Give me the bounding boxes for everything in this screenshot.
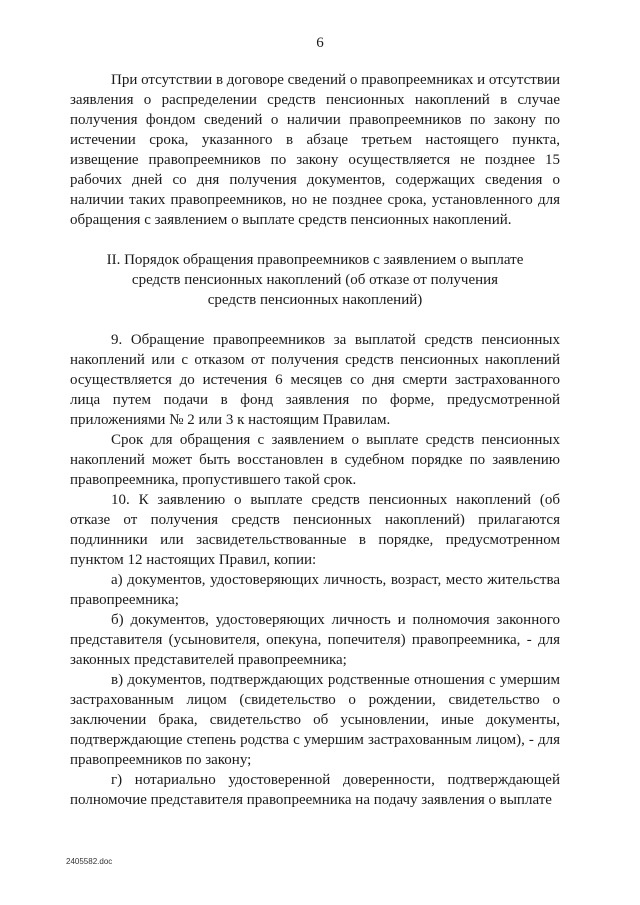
list-item-a: а) документов, удостоверяющих личность, возраст, место жительства правопреемника; xyxy=(70,572,560,608)
footer-file-name: 2405582.doc xyxy=(66,857,113,866)
page-number: 6 xyxy=(316,35,324,51)
paragraph-10: 10. К заявлению о выплате средств пенсионных накоплений (об отказе от получения средств пенсионных накоплений) прилагаются подлинники или засвидетельствованные в порядке, предусмотренном пунктом 12 настоящих Правил, копии: xyxy=(70,492,560,568)
list-item-v: в) документов, подтверждающих родственные отношения с умершим застрахованным лицом (свидетельство о рождении, свидетельство о заключении брака, свидетельство об усыновлении, иные документы, подтверждающие степень родства с умершим застрахованным лицом), - для правопреемников по закону; xyxy=(70,672,560,768)
document-body xyxy=(70,70,560,810)
section-title xyxy=(70,250,560,310)
paragraph-successors-notification: При отсутствии в договоре сведений о правопреемниках и отсутствии заявления о распределении средств пенсионных накоплений в случае получения фондом сведений о наличии правопреемников по закону по истечении срока, указанного в абзаце третьем настоящего пункта, извещение правопреемников по закону осуществляется не позднее 15 рабочих дней со дня получения документов, содержащих сведения о наличии таких правопреемников, но не позднее срока, установленного для обращения с заявлением о выплате средств пенсионных накоплений. xyxy=(70,72,560,228)
section-title-line-2: средств пенсионных накоплений (об отказе от получения xyxy=(131,272,499,288)
paragraph-9: 9. Обращение правопреемников за выплатой средств пенсионных накоплений или с отказом от получения средств пенсионных накоплений осуществляется до истечения 6 месяцев со дня смерти застрахованного лица путем подачи в фонд заявления по форме, предусмотренной приложениями № 2 или 3 к настоящим Правилам. xyxy=(70,332,560,428)
list-item-b: б) документов, удостоверяющих личность и полномочия законного представителя (усыновителя, опекуна, попечителя) правопреемника, - для законных представителей правопреемника; xyxy=(70,612,560,668)
section-title-line-1: II. Порядок обращения правопреемников с заявлением о выплате xyxy=(106,252,524,268)
paragraph-9-term: Срок для обращения с заявлением о выплате средств пенсионных накоплений может быть восстановлен в судебном порядке по заявлению правопреемника, пропустившего такой срок. xyxy=(70,432,560,488)
section-title-line-3: средств пенсионных накоплений) xyxy=(207,292,423,308)
list-item-g: г) нотариально удостоверенной доверенности, подтверждающей полномочие представителя правопреемника на подачу заявления о выплате xyxy=(70,772,560,808)
